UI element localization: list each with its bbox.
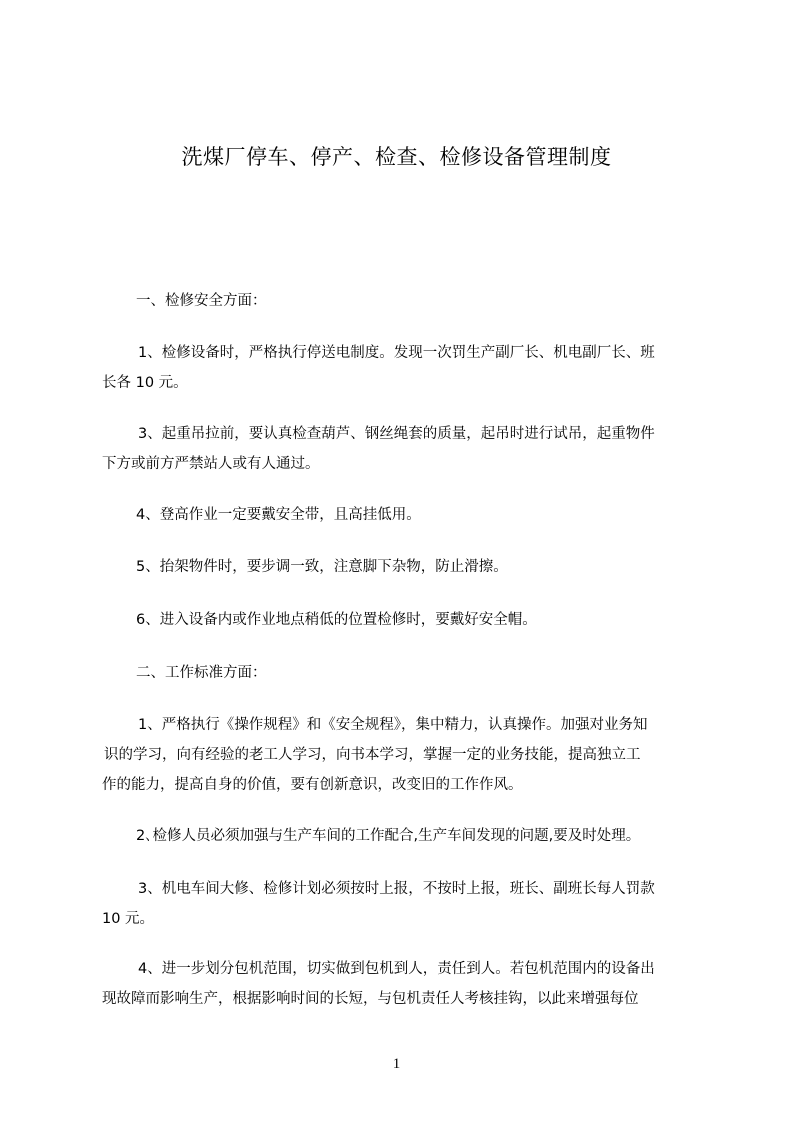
section-1-item-4-text: 4、登高作业一定要戴安全带，且高挂低用。: [136, 507, 421, 523]
section-2-item-3: [102, 875, 710, 933]
section-2-item-4: [102, 955, 710, 1013]
section-1-item-6: [102, 606, 710, 634]
section-1-item-5-text: 5、抬架物件时，要步调一致，注意脚下杂物，防止滑擦。: [136, 559, 508, 575]
section-2-heading: [102, 659, 710, 687]
section-1-item-3-line-2: 下方或前方严禁站人或有人通过。: [102, 456, 320, 472]
section-2-item-2: [102, 822, 710, 850]
section-1-item-4: [102, 501, 710, 529]
section-1-item-1-line-1: 1、检修设备时，严格执行停送电制度。发现一次罚生产副厂长、机电副厂长、班: [138, 345, 655, 361]
section-1-item-3-line-1: 3、起重吊拉前，要认真检查葫芦、钢丝绳套的质量，起吊时进行试吊，起重物件: [138, 426, 655, 442]
section-1-item-1: [102, 339, 710, 397]
section-1-item-6-text: 6、进入设备内或作业地点稍低的位置检修时，要戴好安全帽。: [136, 612, 537, 628]
section-1-item-5: [102, 553, 710, 581]
section-1-heading-text: 一、检修安全方面：: [136, 293, 267, 309]
section-2-heading-text: 二、工作标准方面：: [136, 665, 267, 681]
section-2-item-4-line-2: 现故障而影响生产，根据影响时间的长短，与包机责任人考核挂钩，以此来增强每位: [102, 991, 639, 1007]
page-number: 1: [392, 1056, 401, 1072]
section-2-item-2-text: 2､检修人员必须加强与生产车间的工作配合,生产车间发现的问题,要及时处理。: [136, 828, 641, 844]
section-2-item-1-line-2: 识的学习，向有经验的老工人学习，向书本学习，掌握一定的业务技能，提高独立工: [104, 747, 641, 763]
section-2-item-4-line-1: 4、进一步划分包机范围，切实做到包机到人，责任到人。若包机范围内的设备出: [138, 961, 655, 977]
section-2-item-1-line-1: 1、严格执行《操作规程》和《安全规程》，集中精力，认真操作。加强对业务知: [138, 717, 648, 733]
section-1-item-1-line-2: 长各 10 元。: [102, 375, 188, 391]
section-2-item-3-line-1: 3、机电车间大修、检修计划必须按时上报，不按时上报，班长、副班长每人罚款: [138, 881, 655, 897]
section-2-item-3-line-2: 10 元。: [102, 911, 155, 927]
section-2-item-1-line-3: 作的能力，提高自身的价值，要有创新意识，改变旧的工作作风。: [102, 777, 523, 793]
section-1-item-3: [102, 420, 710, 478]
section-2-item-1: [102, 711, 710, 799]
document-title: 洗煤厂停车、停产、检查、检修设备管理制度: [181, 145, 612, 169]
section-1-heading: [102, 287, 710, 315]
